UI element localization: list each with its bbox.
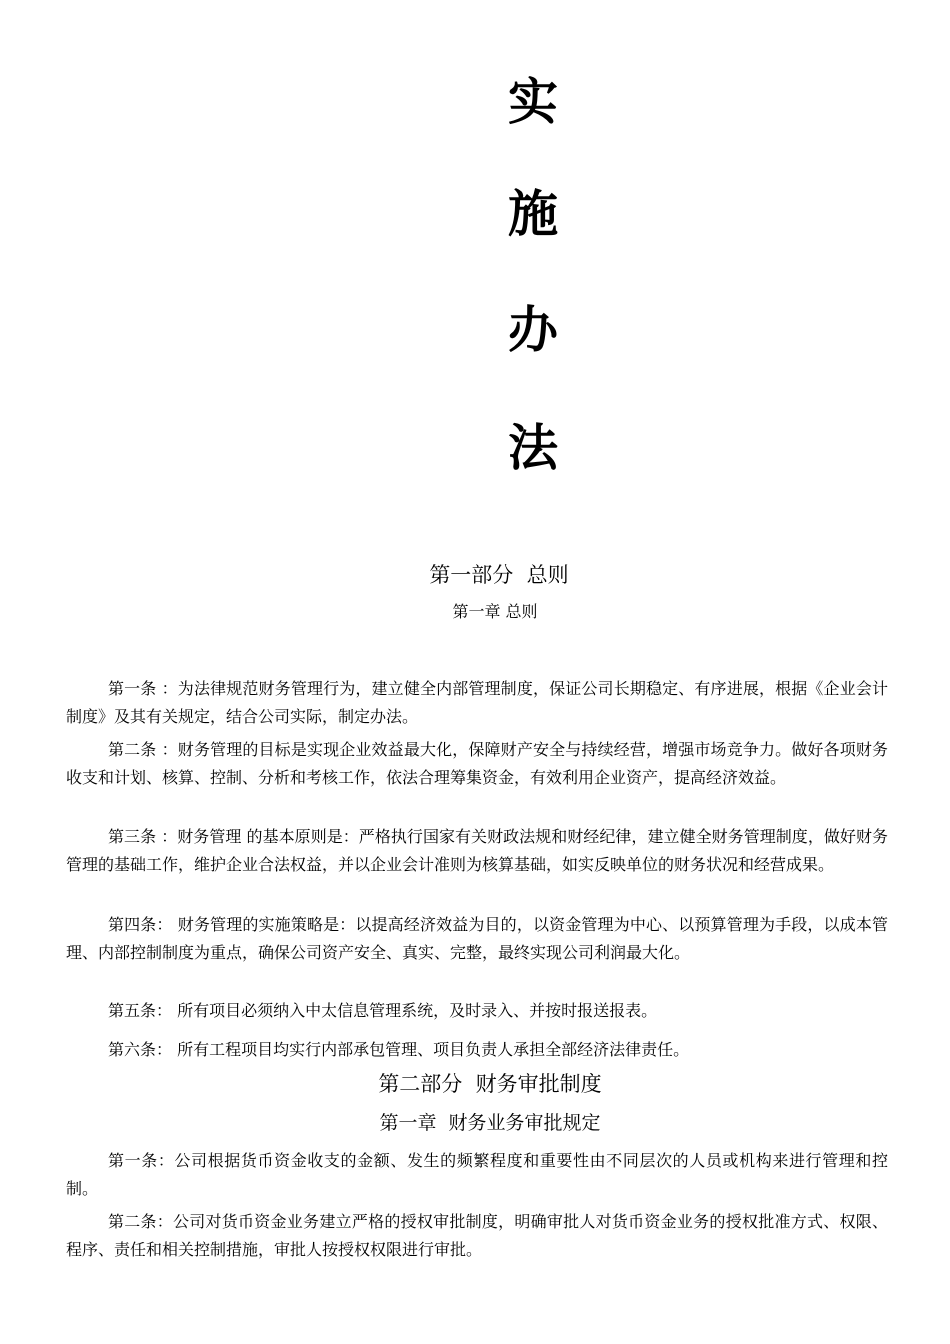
part-heading: 第二部分 财务审批制度 bbox=[378, 1072, 602, 1096]
article-paragraph: 第二条 ：财务管理的目标是实现企业效益最大化，保障财产安全与持续经营，增强市场竞争力。做好各项财务收支和计划、核算、控制、分析和考核工作，依法合理筹集资金，有效利用企业资产，提高经济效益。 bbox=[66, 740, 888, 787]
chapter-heading: 第一章 总则 bbox=[452, 602, 538, 621]
cover-title-char: 法 bbox=[508, 418, 558, 477]
article-paragraph: 第三条 ：财务管理 的基本原则是：严格执行国家有关财政法规和财经纪律，建立健全财务管理制度，做好财务管理的基础工作，维护企业合法权益，并以企业会计准则为核算基础，如实反映单位的财务状况和经营成果。 bbox=[66, 827, 888, 874]
article-paragraph: 第一条：公司根据货币资金收支的金额、发生的频繁程度和重要性由不同层次的人员或机构来进行管理和控制。 bbox=[66, 1151, 888, 1198]
article-paragraph: 第二条：公司对货币资金业务建立严格的授权审批制度，明确审批人对货币资金业务的授权批准方式、权限、程序、责任和相关控制措施，审批人按授权权限进行审批。 bbox=[66, 1212, 888, 1259]
article-paragraph: 第六条： 所有工程项目均实行内部承包管理、项目负责人承担全部经济法律责任。 bbox=[108, 1040, 690, 1059]
cover-title-char: 实 bbox=[508, 72, 558, 131]
article-paragraph: 第一条 ：为法律规范财务管理行为，建立健全内部管理制度，保证公司长期稳定、有序进展，根据《企业会计制度》及其有关规定，结合公司实际，制定办法。 bbox=[66, 679, 888, 726]
cover-title-char: 办 bbox=[508, 300, 558, 359]
article-paragraph: 第四条： 财务管理的实施策略是：以提高经济效益为目的，以资金管理为中心、以预算管理为手段，以成本管理、内部控制制度为重点，确保公司资产安全、真实、完整，最终实现公司利润最大化。 bbox=[66, 915, 888, 962]
part-heading: 第一部分 总则 bbox=[429, 563, 569, 587]
article-paragraph: 第五条： 所有项目必须纳入中太信息管理系统，及时录入、并按时报送报表。 bbox=[108, 1001, 658, 1020]
chapter-heading: 第一章 财务业务审批规定 bbox=[379, 1112, 601, 1134]
cover-title-char: 施 bbox=[508, 184, 558, 243]
